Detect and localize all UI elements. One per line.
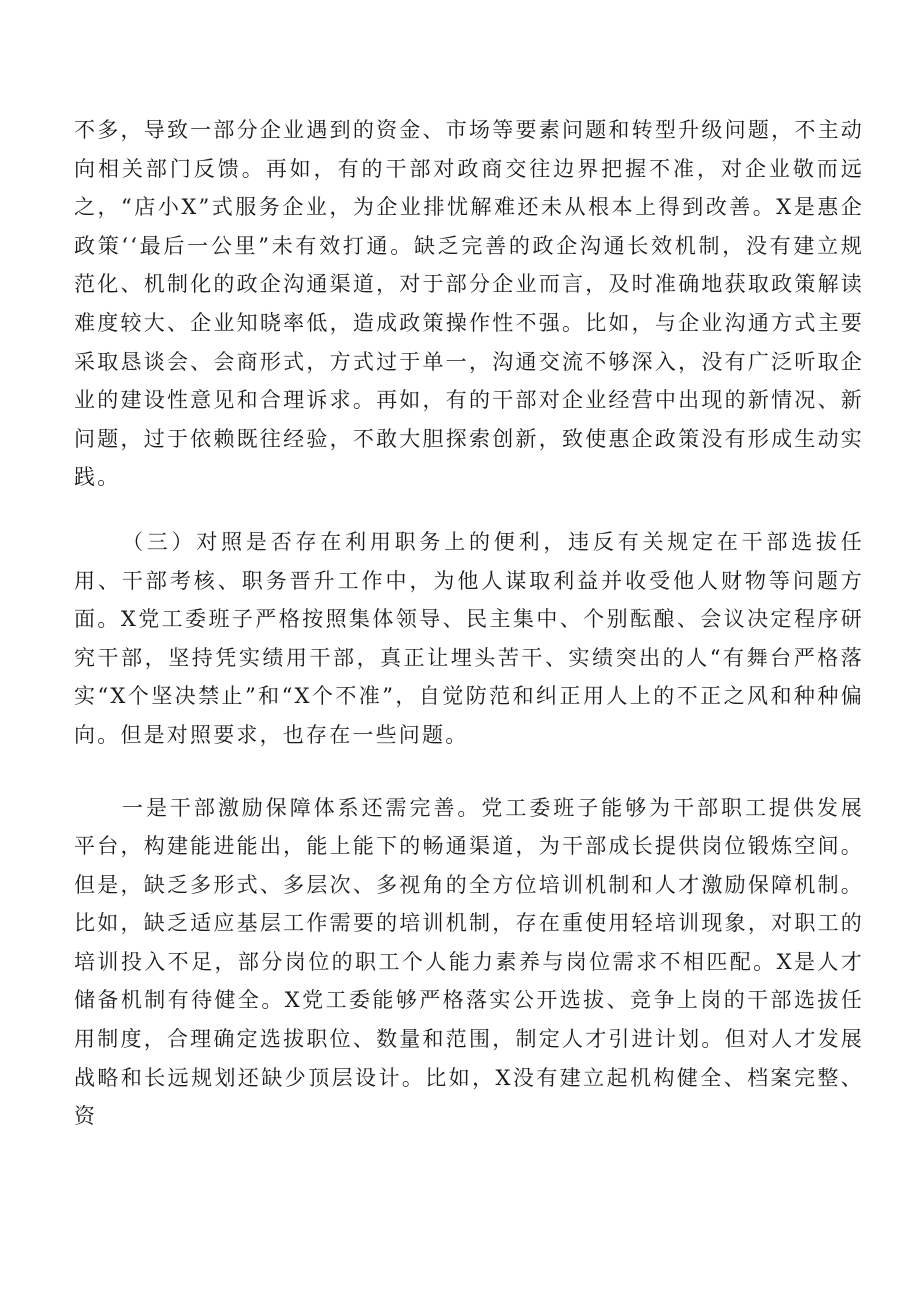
paragraph-2: （三）对照是否存在利用职务上的便利，违反有关规定在干部选拔任用、干部考核、职务晋升工作中，为他人谋取利益并收受他人财物等问题方面。X党工委班子严格按照集体领导、民主集中、个别酝酿、会议决定程序研究干部，坚持凭实绩用干部，真正让埋头苦干、实绩突出的人“有舞台严格落实“X个坚决禁止”和“X个不准”，自觉防范和纠正用人上的不正之风和种种偏向。但是对照要求，也存在一些问题。 xyxy=(74,529,864,747)
paragraph-3: 一是干部激励保障体系还需完善。党工委班子能够为干部职工提供发展平台，构建能进能出，能上能下的畅通渠道，为干部成长提供岗位锻炼空间。但是，缺乏多形式、多层次、多视角的全方位培训机制和人才激励保障机制。比如，缺乏适应基层工作需要的培训机制，存在重使用轻培训现象，对职工的培训投入不足，部分岗位的职工个人能力素养与岗位需求不相匹配。X是人才储备机制有待健全。X党工委能够严格落实公开选拔、竞争上岗的干部选拔任用制度，合理确定选拔职位、数量和范围，制定人才引进计划。但对人才发展战略和长远规划还缺少顶层设计。比如，X没有建立起机构健全、档案完整、资 xyxy=(74,795,864,1129)
paragraph-1: 不多，导致一部分企业遇到的资金、市场等要素问题和转型升级问题，不主动向相关部门反馈。再如，有的干部对政商交往边界把握不准，对企业敬而远之，“店小X”式服务企业，为企业排忧解难还未从根本上得到改善。X是惠企政策‘‘最后一公里”未有效打通。缺乏完善的政企沟通长效机制，没有建立规范化、机制化的政企沟通渠道，对于部分企业而言，及时准确地获取政策解读难度较大、企业知晓率低，造成政策操作性不强。比如，与企业沟通方式主要采取恳谈会、会商形式，方式过于单一，沟通交流不够深入，没有广泛听取企业的建设性意见和合理诉求。再如，有的干部对企业经营中出现的新情况、新问题，过于依赖既往经验，不敢大胆探索创新，致使惠企政策没有形成生动实践。 xyxy=(74,118,864,490)
document-body xyxy=(74,111,864,1136)
